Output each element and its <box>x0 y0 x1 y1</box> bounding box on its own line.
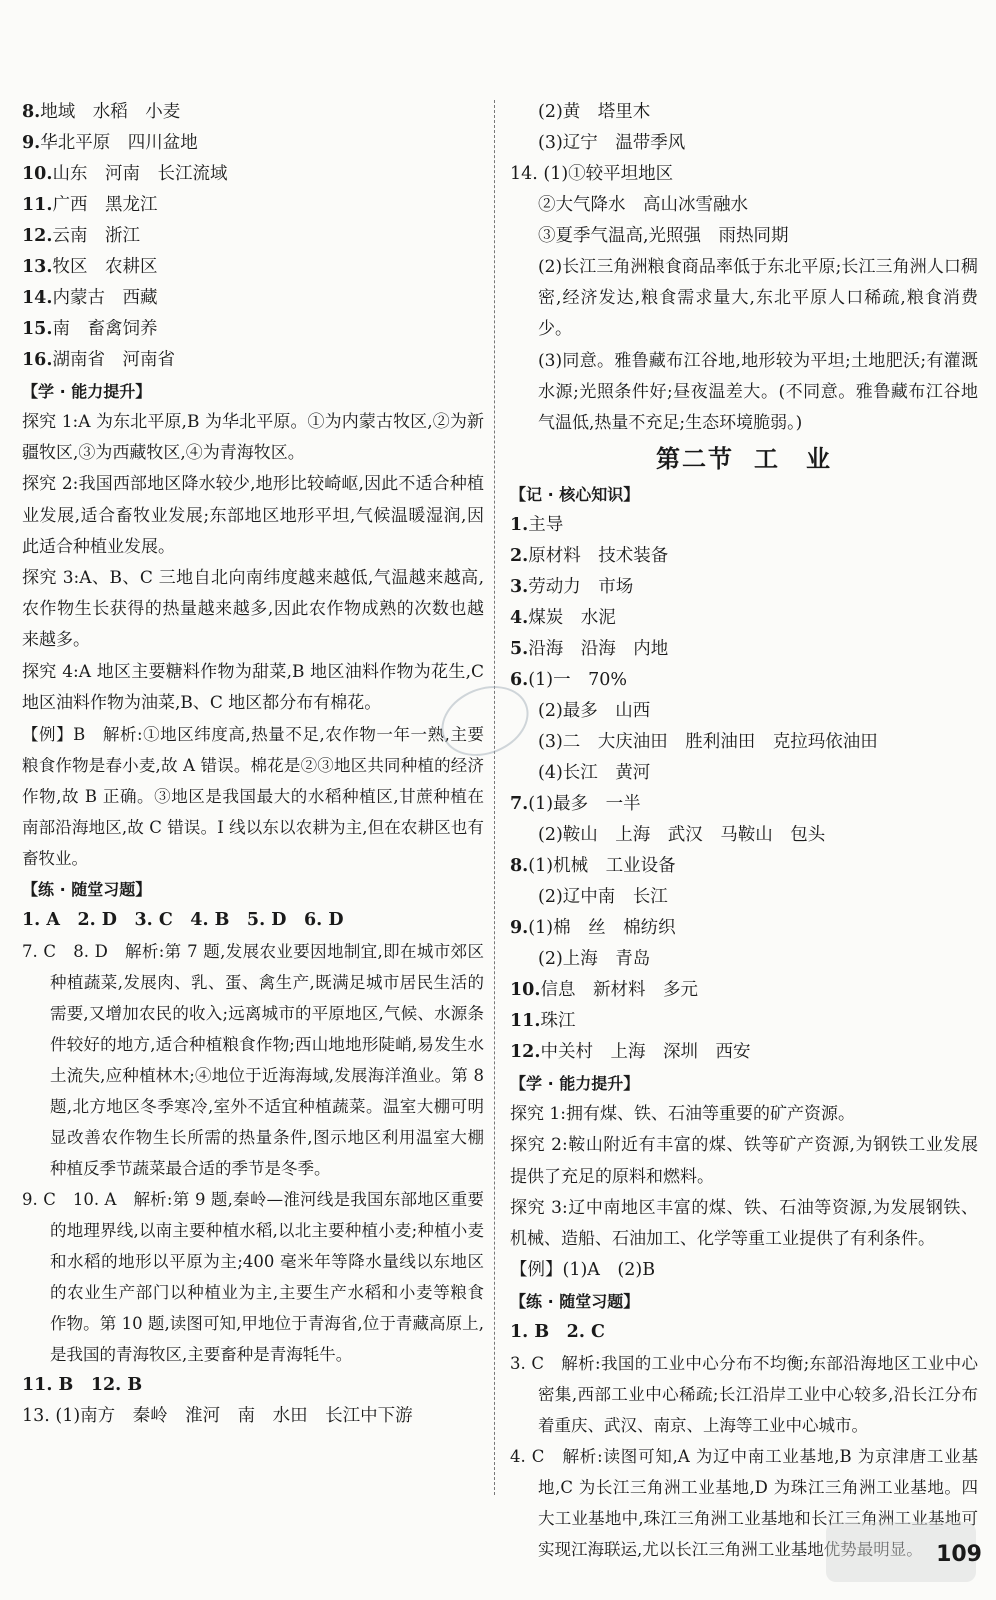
explanation-paragraph: 4. C 解析:读图可知,A 为辽中南工业基地,B 为京津唐工业基地,C 为长江三角洲工业基地,D 为珠江三角洲工业基地。四大工业基地中,珠江三角洲工业基地和长江三角洲工业基地可实现江海联运,尤以长江三角洲工业基地优势最明显。 <box>510 1447 978 1560</box>
answer-text: 广西 黑龙江 <box>52 195 158 215</box>
answer-text: 南 畜禽饲养 <box>52 319 158 339</box>
answer-text: 内蒙古 西藏 <box>52 288 158 308</box>
explore-paragraph: 探究 1:拥有煤、铁、石油等重要的矿产资源。 <box>510 1104 855 1125</box>
answer-text: (2)上海 青岛 <box>538 949 651 970</box>
explore-paragraph: 探究 3:辽中南地区丰富的煤、铁、石油等资源,为发展钢铁、机械、造船、石油加工、化学等重工业提供了有利条件。 <box>510 1197 978 1250</box>
answer-line: (2)黄 塔里木 <box>538 102 651 122</box>
item-number: 15. <box>22 319 53 339</box>
answer-text: 煤炭 水泥 <box>528 608 616 629</box>
example-paragraph: 【例】B 解析:①地区纬度高,热量不足,农作物一年一熟,主要粮食作物是春小麦,故 A 错误。棉花是②③地区共同种植的经济作物,故 B 正确。③地区是我国最大的水稻种植区,甘蔗种植在南部沿海地区,故 C 错误。I 线以东以农耕为主,但在农耕区也有畜牧业。 <box>22 725 484 869</box>
answer-text: (3)二 大庆油田 胜利油田 克拉玛依油田 <box>538 732 878 753</box>
answer-paragraph: (2)长江三角洲粮食商品率低于东北平原;长江三角洲人口稠密,经济发达,粮食需求量大,东北平原人口稀疏,粮食消费少。 <box>538 257 978 340</box>
explore-paragraph: 探究 2:我国西部地区降水较少,地形比较崎岖,因此不适合种植业发展,适合畜牧业发展;东部地区地形平坦,气候温暖湿润,因此适合种植业发展。 <box>22 474 484 557</box>
example-line: 【例】(1)A (2)B <box>510 1260 656 1281</box>
item-number: 2. <box>510 546 529 567</box>
item-number: 13. <box>22 257 53 277</box>
answer-text: (2)鞍山 上海 武汉 马鞍山 包头 <box>538 825 826 846</box>
section-heading-ability: 【学 · 能力提升】 <box>22 382 152 401</box>
answer-text: 主导 <box>528 515 564 536</box>
item-number: 12. <box>22 226 53 246</box>
answer-text: (1)一 70% <box>528 670 627 691</box>
answer-text: 牧区 农耕区 <box>52 257 158 277</box>
left-column <box>22 97 484 1432</box>
answer-text: 沿海 沿海 内地 <box>528 639 669 660</box>
section-heading-ability: 【学 · 能力提升】 <box>510 1074 640 1094</box>
answer-line: ③夏季气温高,光照强 雨热同期 <box>538 226 789 246</box>
answer-text: (2)辽中南 长江 <box>538 887 668 908</box>
item-number: 14. <box>22 288 53 308</box>
explanation-paragraph: 9. C 10. A 解析:第 9 题,秦岭—淮河线是我国东部地区重要的地理界线,以南主要种植水稻,以北主要种植小麦;种植小麦和水稻的地形以平原为主;400 毫米年等降水量线以东地区的农业生产部门以种植业为主,主要生产水稻和小麦等粮食作物。第 10 题,读图可知,甲地位于青海省,位于青藏高原上,是我国的青海牧区,主要畜种是青海牦牛。 <box>22 1190 484 1365</box>
explore-paragraph: 探究 2:鞍山附近有丰富的煤、铁等矿产资源,为钢铁工业发展提供了充足的原料和燃料。 <box>510 1135 978 1187</box>
item-number: 8. <box>22 102 41 122</box>
answer-text: (4)长江 黄河 <box>538 763 651 784</box>
answer-text: 信息 新材料 多元 <box>540 980 698 1001</box>
item-number: 6. <box>510 670 529 691</box>
item-number: 12. <box>510 1042 541 1063</box>
answer-line: 11. B 12. B <box>22 1375 143 1396</box>
section-heading-core: 【记 · 核心知识】 <box>510 485 640 505</box>
item-number: 11. <box>22 195 53 215</box>
answer-text: 云南 浙江 <box>52 226 140 246</box>
explore-paragraph: 探究 1:A 为东北平原,B 为华北平原。①为内蒙古牧区,②为新疆牧区,③为西藏牧区,④为青海牧区。 <box>22 412 484 464</box>
item-number: 9. <box>510 918 529 939</box>
explanation-paragraph: 3. C 解析:我国的工业中心分布不均衡;东部沿海地区工业中心密集,西部工业中心稀疏;长江沿岸工业中心较多,沿长江分布着重庆、武汉、南京、上海等工业中心城市。 <box>510 1354 978 1436</box>
item-number: 11. <box>510 1011 541 1032</box>
answer-text: (2)最多 山西 <box>538 701 651 722</box>
item-number: 8. <box>510 856 529 877</box>
answer-line: ②大气降水 高山冰雪融水 <box>538 195 748 215</box>
answer-text: 中关村 上海 深圳 西安 <box>540 1042 751 1063</box>
section-heading-practice: 【练 · 随堂习题】 <box>510 1292 640 1312</box>
right-column <box>510 97 978 1565</box>
section-title-name: 工 业 <box>754 445 832 474</box>
answer-text: (1)棉 丝 棉纺织 <box>528 918 676 939</box>
answer-text: 华北平原 四川盆地 <box>40 133 198 153</box>
item-number: 16. <box>22 350 53 370</box>
answer-line: 1. A 2. D 3. C 4. B 5. D 6. D <box>22 910 344 931</box>
item-number: 1. <box>510 515 529 536</box>
item-number: 4. <box>510 608 529 629</box>
page-number: 109 <box>936 1542 982 1567</box>
answer-text: 珠江 <box>540 1011 576 1032</box>
answer-text: 地域 水稻 小麦 <box>40 102 181 122</box>
answer-line: 13. (1)南方 秦岭 淮河 南 水田 长江中下游 <box>22 1406 413 1427</box>
column-divider <box>494 100 495 1495</box>
item-number: 9. <box>22 133 41 153</box>
answer-text: 山东 河南 长江流域 <box>52 164 228 184</box>
explore-paragraph: 探究 3:A、B、C 三地自北向南纬度越来越低,气温越来越高,农作物生长获得的热量越来越多,因此农作物成熟的次数也越来越多。 <box>22 568 484 651</box>
section-title <box>510 439 978 479</box>
item-number: 10. <box>22 164 53 184</box>
item-number: 3. <box>510 577 529 598</box>
item-number: 10. <box>510 980 541 1001</box>
answer-text: (1)最多 一半 <box>528 794 641 815</box>
answer-text: 原材料 技术装备 <box>528 546 669 567</box>
item-number: 7. <box>510 794 529 815</box>
item-number: 5. <box>510 639 529 660</box>
answer-line: (3)辽宁 温带季风 <box>538 133 686 153</box>
section-title-number: 第二节 <box>656 445 734 474</box>
explanation-paragraph: 7. C 8. D 解析:第 7 题,发展农业要因地制宜,即在城市郊区种植蔬菜,发展肉、乳、蛋、禽生产,既满足城市居民生活的需要,又增加农民的收入;远离城市的平原地区,气候、水源条件较好的地方,适合种植粮食作物;西山地地形陡峭,易发生水土流失,应种植林木;④地位于近海海域,发展海洋渔业。第 8 题,北方地区冬季寒冷,室外不适宜种植蔬菜。温室大棚可明显改善农作物生长所需的热量条件,图示地区利用温室大棚种植反季节蔬菜最合适的季节是冬季。 <box>22 942 484 1179</box>
answer-line: 1. B 2. C <box>510 1322 605 1343</box>
answer-text: 劳动力 市场 <box>528 577 634 598</box>
answer-text: 湖南省 河南省 <box>52 350 175 370</box>
answer-text: (1)机械 工业设备 <box>528 856 676 877</box>
answer-line: 14. (1)①较平坦地区 <box>510 164 674 184</box>
section-heading-practice: 【练 · 随堂习题】 <box>22 880 152 900</box>
explore-paragraph: 探究 4:A 地区主要糖料作物为甜菜,B 地区油料作物为花生,C 地区油料作物为油菜,B、C 地区都分布有棉花。 <box>22 661 484 713</box>
answer-paragraph: (3)同意。雅鲁藏布江谷地,地形较为平坦;土地肥沃;有灌溉水源;光照条件好;昼夜温差大。(不同意。雅鲁藏布江谷地气温低,热量不充足;生态环境脆弱。) <box>538 350 978 434</box>
